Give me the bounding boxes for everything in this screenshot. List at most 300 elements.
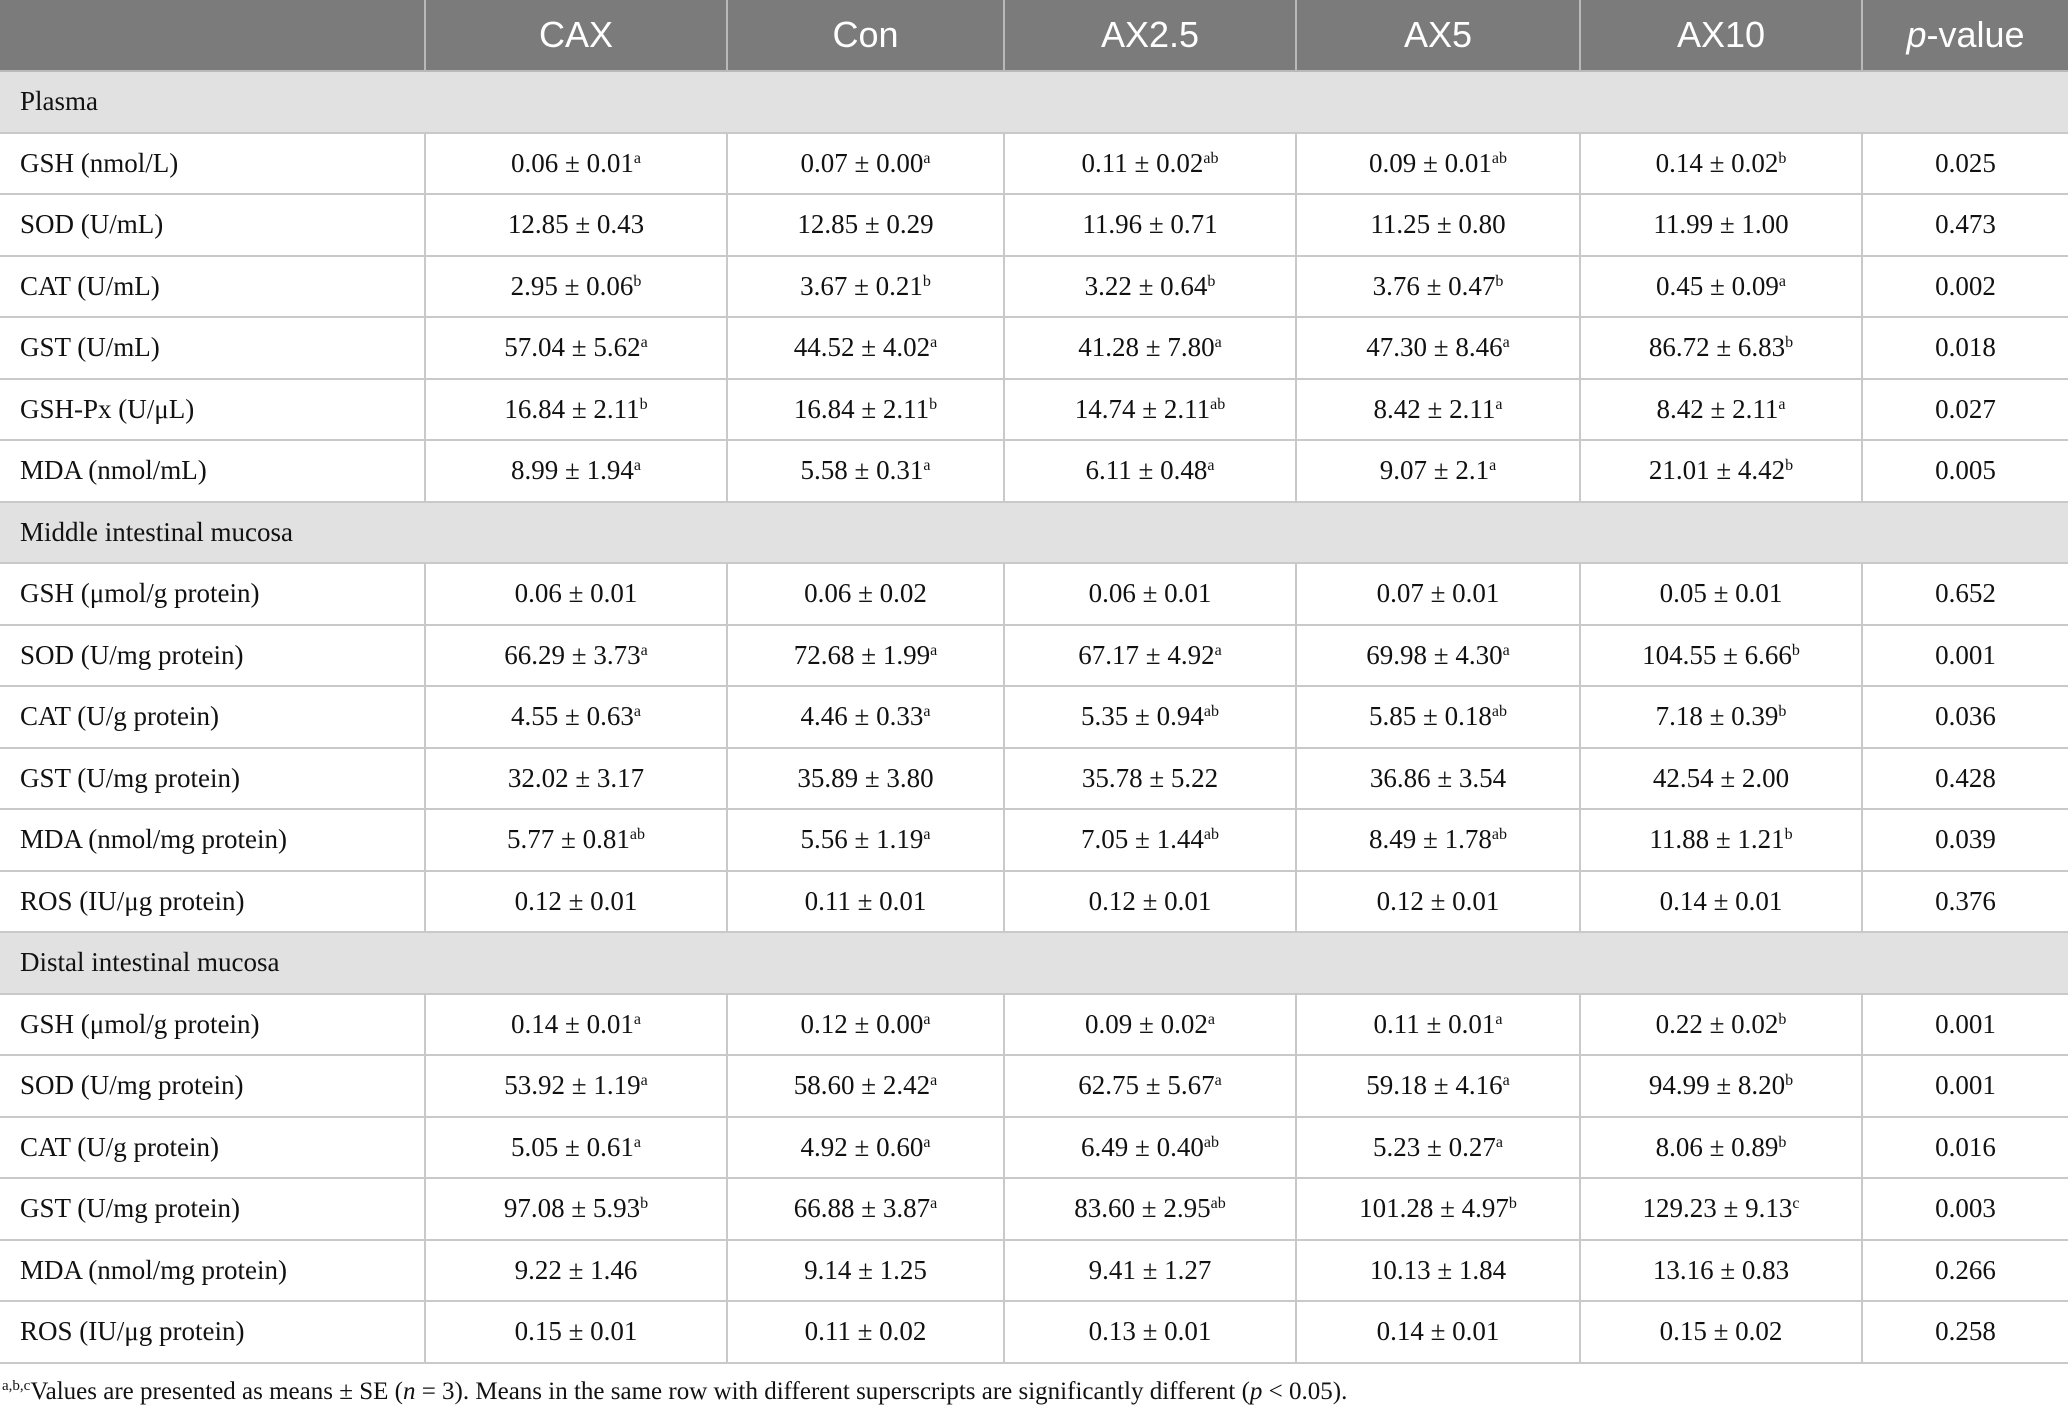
row-label: GST (U/mg protein) — [0, 1178, 425, 1240]
table-cell — [425, 686, 727, 748]
cell-value: 7.05 ± 1.44 — [1081, 824, 1204, 855]
cell-superscript: ab — [1203, 1133, 1219, 1151]
table-cell — [1296, 379, 1580, 441]
table-cell — [1004, 256, 1296, 318]
table-cell — [1296, 1240, 1580, 1302]
cell-value: 94.99 ± 8.20 — [1648, 1070, 1786, 1101]
table-cell — [1004, 1117, 1296, 1179]
p-value-cell: 0.376 — [1862, 871, 2068, 933]
p-value-cell: 0.025 — [1862, 133, 2068, 195]
cell-value: 5.35 ± 0.94 — [1081, 701, 1204, 732]
table-cell — [727, 440, 1004, 502]
table-cell — [1004, 1301, 1296, 1363]
table-cell — [425, 748, 727, 810]
table-cell — [727, 563, 1004, 625]
cell-value: 101.28 ± 4.97 — [1359, 1193, 1509, 1224]
table-row — [0, 871, 2068, 933]
cell-value: 0.09 ± 0.02 — [1085, 1008, 1208, 1039]
cell-superscript: a — [930, 1195, 938, 1213]
table-cell — [727, 256, 1004, 318]
cell-superscript: a — [923, 703, 931, 721]
row-label: ROS (IU/μg protein) — [0, 871, 425, 933]
table-cell — [727, 748, 1004, 810]
section-title: Distal intestinal mucosa — [0, 932, 2068, 994]
cell-value: 5.56 ± 1.19 — [800, 824, 924, 855]
table-cell — [1580, 1178, 1862, 1240]
cell-value: 3.67 ± 0.21 — [800, 270, 923, 301]
cell-superscript: a — [923, 826, 931, 844]
table-cell — [1580, 625, 1862, 687]
cell-superscript: ab — [1210, 395, 1226, 413]
cell-value: 104.55 ± 6.66 — [1642, 639, 1792, 670]
cell-superscript: ab — [1203, 149, 1219, 167]
p-value-cell: 0.003 — [1862, 1178, 2068, 1240]
cell-superscript: a — [1778, 272, 1786, 290]
footnote-n: n — [402, 1378, 416, 1405]
cell-value: 5.85 ± 0.18 — [1369, 701, 1492, 732]
cell-value: 3.76 ± 0.47 — [1372, 270, 1496, 301]
p-value-cell: 0.027 — [1862, 379, 2068, 441]
table-cell — [1296, 1178, 1580, 1240]
cell-value: 35.78 ± 5.22 — [1081, 762, 1219, 793]
cell-superscript: b — [1785, 1072, 1794, 1090]
cell-value: 5.77 ± 0.81 — [507, 824, 630, 855]
cell-value: 6.49 ± 0.40 — [1081, 1131, 1204, 1162]
cell-superscript: b — [929, 395, 938, 413]
table-row — [0, 563, 2068, 625]
cell-value: 41.28 ± 7.80 — [1078, 332, 1215, 363]
cell-superscript: a — [1778, 395, 1786, 413]
cell-superscript: b — [633, 272, 642, 290]
cell-value: 53.92 ± 1.19 — [504, 1070, 641, 1101]
cell-superscript: b — [1778, 1010, 1787, 1028]
cell-value: 0.11 ± 0.01 — [1373, 1008, 1496, 1039]
section-title: Middle intestinal mucosa — [0, 502, 2068, 564]
cell-value: 4.55 ± 0.63 — [511, 701, 634, 732]
p-value-cell: 0.016 — [1862, 1117, 2068, 1179]
table-cell — [727, 809, 1004, 871]
cell-superscript: a — [1207, 457, 1215, 475]
table-cell — [727, 625, 1004, 687]
cell-superscript: c — [1792, 1195, 1800, 1213]
table-cell — [1296, 133, 1580, 195]
cell-superscript: a — [923, 1010, 931, 1028]
cell-value: 21.01 ± 4.42 — [1648, 455, 1786, 486]
table-cell — [1004, 625, 1296, 687]
cell-superscript: a — [640, 641, 648, 659]
cell-value: 8.49 ± 1.78 — [1369, 824, 1492, 855]
table-row — [0, 317, 2068, 379]
cell-superscript: a — [1502, 641, 1510, 659]
table-cell — [1580, 194, 1862, 256]
section-title: Plasma — [0, 71, 2068, 133]
table-cell — [425, 871, 727, 933]
cell-value: 0.06 ± 0.01 — [514, 578, 638, 609]
cell-superscript: a — [1495, 1010, 1503, 1028]
cell-value: 3.22 ± 0.64 — [1084, 270, 1208, 301]
cell-value: 0.06 ± 0.01 — [511, 147, 634, 178]
cell-value: 0.45 ± 0.09 — [1656, 270, 1779, 301]
table-cell — [1296, 871, 1580, 933]
row-label: SOD (U/mg protein) — [0, 625, 425, 687]
table-cell — [1004, 379, 1296, 441]
footnote-text-3: < 0.05). — [1262, 1378, 1348, 1405]
cell-value: 0.12 ± 0.00 — [800, 1008, 924, 1039]
cell-value: 5.58 ± 0.31 — [800, 455, 924, 486]
table-cell — [425, 1117, 727, 1179]
table-cell — [1004, 563, 1296, 625]
row-label: GSH (μmol/g protein) — [0, 563, 425, 625]
cell-value: 83.60 ± 2.95 — [1074, 1193, 1211, 1224]
cell-superscript: ab — [1491, 703, 1507, 721]
table-row — [0, 809, 2068, 871]
cell-superscript: ab — [1491, 826, 1507, 844]
cell-value: 16.84 ± 2.11 — [793, 393, 930, 424]
cell-value: 9.07 ± 2.1 — [1379, 455, 1490, 486]
cell-value: 4.46 ± 0.33 — [800, 701, 924, 732]
table-row — [0, 194, 2068, 256]
table-cell — [1004, 133, 1296, 195]
table-cell — [727, 379, 1004, 441]
table-cell — [1296, 748, 1580, 810]
row-label: CAT (U/g protein) — [0, 686, 425, 748]
p-value-cell: 0.036 — [1862, 686, 2068, 748]
table-cell — [1296, 1055, 1580, 1117]
cell-value: 16.84 ± 2.11 — [504, 393, 640, 424]
p-value-cell: 0.266 — [1862, 1240, 2068, 1302]
table-cell — [1296, 317, 1580, 379]
table-cell — [1004, 994, 1296, 1056]
cell-superscript: a — [1207, 1010, 1215, 1028]
table-cell — [1580, 748, 1862, 810]
cell-value: 69.98 ± 4.30 — [1366, 639, 1503, 670]
cell-superscript: ab — [1491, 149, 1507, 167]
table-cell — [1004, 440, 1296, 502]
p-italic: p — [1906, 14, 1927, 55]
table-cell — [1004, 809, 1296, 871]
table-cell — [727, 1240, 1004, 1302]
cell-value: 11.25 ± 0.80 — [1370, 209, 1506, 240]
cell-value: 0.14 ± 0.01 — [511, 1008, 634, 1039]
cell-value: 72.68 ± 1.99 — [793, 639, 931, 670]
cell-value: 67.17 ± 4.92 — [1078, 639, 1215, 670]
table-cell — [1296, 994, 1580, 1056]
cell-value: 8.99 ± 1.94 — [511, 455, 634, 486]
cell-value: 58.60 ± 2.42 — [793, 1070, 931, 1101]
p-value-cell: 0.258 — [1862, 1301, 2068, 1363]
table-cell — [1296, 1117, 1580, 1179]
table-row — [0, 1055, 2068, 1117]
table-cell — [1580, 1055, 1862, 1117]
cell-superscript: a — [923, 457, 931, 475]
table-cell — [727, 1301, 1004, 1363]
table-cell — [1004, 1055, 1296, 1117]
cell-value: 8.42 ± 2.11 — [1373, 393, 1496, 424]
table-cell — [727, 1055, 1004, 1117]
cell-value: 0.11 ± 0.02 — [804, 1316, 927, 1347]
cell-superscript: b — [639, 395, 648, 413]
table-cell — [1580, 1117, 1862, 1179]
table-cell — [1004, 317, 1296, 379]
table-row — [0, 686, 2068, 748]
cell-superscript: b — [1791, 641, 1800, 659]
header-corner — [0, 0, 425, 71]
cell-value: 5.23 ± 0.27 — [1373, 1131, 1496, 1162]
cell-value: 36.86 ± 3.54 — [1369, 762, 1507, 793]
table-row — [0, 440, 2068, 502]
header-cax: CAX — [425, 0, 727, 71]
table-row — [0, 1117, 2068, 1179]
table-cell — [1004, 748, 1296, 810]
table-cell — [425, 194, 727, 256]
cell-superscript: b — [922, 272, 931, 290]
table-row — [0, 625, 2068, 687]
row-label: GST (U/mg protein) — [0, 748, 425, 810]
cell-value: 66.29 ± 3.73 — [504, 639, 641, 670]
cell-value: 9.14 ± 1.25 — [804, 1254, 927, 1285]
table-cell — [425, 994, 727, 1056]
cell-superscript: b — [1778, 1133, 1787, 1151]
header-ax10: AX10 — [1580, 0, 1862, 71]
header-ax2-5: AX2.5 — [1004, 0, 1296, 71]
cell-value: 0.05 ± 0.01 — [1659, 578, 1783, 609]
cell-value: 0.14 ± 0.02 — [1655, 147, 1779, 178]
table-body — [0, 71, 2068, 1363]
cell-value: 6.11 ± 0.48 — [1085, 455, 1208, 486]
cell-value: 7.18 ± 0.39 — [1655, 701, 1779, 732]
table-cell — [1580, 686, 1862, 748]
p-value-cell: 0.039 — [1862, 809, 2068, 871]
cell-value: 44.52 ± 4.02 — [793, 332, 931, 363]
cell-superscript: a — [1502, 334, 1510, 352]
table-row — [0, 1178, 2068, 1240]
table-cell — [727, 994, 1004, 1056]
table-row — [0, 994, 2068, 1056]
table-cell — [425, 440, 727, 502]
cell-superscript: ab — [1210, 1195, 1226, 1213]
footnote-p: p — [1249, 1378, 1263, 1405]
cell-value: 11.88 ± 1.21 — [1649, 824, 1785, 855]
cell-value: 12.85 ± 0.43 — [507, 209, 645, 240]
cell-superscript: b — [1207, 272, 1216, 290]
cell-superscript: a — [923, 1133, 931, 1151]
cell-superscript: a — [640, 334, 648, 352]
cell-value: 0.12 ± 0.01 — [1376, 885, 1500, 916]
table-footnote — [2, 1378, 1347, 1406]
table-cell — [425, 1240, 727, 1302]
table-row — [0, 748, 2068, 810]
cell-value: 97.08 ± 5.93 — [503, 1193, 641, 1224]
cell-superscript: b — [1784, 826, 1793, 844]
table-cell — [1580, 1301, 1862, 1363]
row-label: GSH (μmol/g protein) — [0, 994, 425, 1056]
cell-value: 0.12 ± 0.01 — [1088, 885, 1212, 916]
cell-value: 4.92 ± 0.60 — [800, 1131, 924, 1162]
cell-value: 129.23 ± 9.13 — [1642, 1193, 1793, 1224]
cell-value: 11.96 ± 0.71 — [1082, 209, 1218, 240]
cell-value: 2.95 ± 0.06 — [510, 270, 634, 301]
cell-value: 0.06 ± 0.01 — [1088, 578, 1212, 609]
table-cell — [1004, 194, 1296, 256]
cell-value: 8.42 ± 2.11 — [1656, 393, 1779, 424]
table-cell — [1296, 563, 1580, 625]
section-row — [0, 502, 2068, 564]
cell-value: 62.75 ± 5.67 — [1078, 1070, 1215, 1101]
cell-superscript: ab — [1203, 826, 1219, 844]
cell-superscript: a — [633, 149, 641, 167]
cell-superscript: a — [1214, 334, 1222, 352]
cell-superscript: b — [1778, 703, 1787, 721]
table-cell — [1004, 871, 1296, 933]
table-row — [0, 1301, 2068, 1363]
cell-superscript: a — [930, 641, 938, 659]
p-value-cell: 0.473 — [1862, 194, 2068, 256]
cell-value: 0.07 ± 0.01 — [1376, 578, 1500, 609]
cell-value: 0.14 ± 0.01 — [1376, 1316, 1500, 1347]
row-label: GSH (nmol/L) — [0, 133, 425, 195]
table-cell — [1296, 194, 1580, 256]
table-cell — [1580, 133, 1862, 195]
cell-superscript: a — [640, 1072, 648, 1090]
cell-superscript: b — [640, 1195, 649, 1213]
cell-value: 0.15 ± 0.01 — [514, 1316, 638, 1347]
cell-value: 0.09 ± 0.01 — [1369, 147, 1492, 178]
table-cell — [425, 1301, 727, 1363]
table-cell — [1580, 440, 1862, 502]
row-label: CAT (U/mL) — [0, 256, 425, 318]
row-label: MDA (nmol/mg protein) — [0, 1240, 425, 1302]
p-value-suffix: -value — [1926, 14, 2025, 55]
section-row — [0, 932, 2068, 994]
cell-superscript: a — [1495, 1133, 1503, 1151]
row-label: GST (U/mL) — [0, 317, 425, 379]
cell-superscript: ab — [629, 826, 645, 844]
table-row — [0, 256, 2068, 318]
cell-superscript: a — [633, 1133, 641, 1151]
table-cell — [1004, 686, 1296, 748]
row-label: CAT (U/g protein) — [0, 1117, 425, 1179]
cell-superscript: a — [1495, 395, 1503, 413]
cell-superscript: a — [633, 1010, 641, 1028]
cell-value: 0.11 ± 0.02 — [1081, 147, 1204, 178]
table-cell — [727, 871, 1004, 933]
cell-superscript: a — [633, 703, 641, 721]
row-label: SOD (U/mL) — [0, 194, 425, 256]
cell-value: 0.15 ± 0.02 — [1659, 1316, 1783, 1347]
cell-value: 0.14 ± 0.01 — [1659, 885, 1783, 916]
table-cell — [425, 379, 727, 441]
cell-value: 8.06 ± 0.89 — [1655, 1131, 1779, 1162]
table-cell — [1580, 1240, 1862, 1302]
p-value-cell: 0.002 — [1862, 256, 2068, 318]
table-cell — [425, 563, 727, 625]
table-cell — [425, 256, 727, 318]
cell-value: 0.12 ± 0.01 — [514, 885, 638, 916]
cell-value: 57.04 ± 5.62 — [504, 332, 641, 363]
row-label: GSH-Px (U/μL) — [0, 379, 425, 441]
table-cell — [1296, 625, 1580, 687]
table-cell — [1580, 994, 1862, 1056]
cell-superscript: a — [1489, 457, 1497, 475]
row-label: ROS (IU/μg protein) — [0, 1301, 425, 1363]
cell-value: 35.89 ± 3.80 — [797, 762, 934, 793]
cell-superscript: b — [1778, 149, 1787, 167]
footnote-text-2: = 3). Means in the same row with different superscripts are significantly different ( — [415, 1378, 1250, 1405]
table-cell — [425, 625, 727, 687]
table-cell — [425, 317, 727, 379]
table-cell — [727, 686, 1004, 748]
cell-superscript: a — [930, 334, 938, 352]
cell-value: 66.88 ± 3.87 — [793, 1193, 931, 1224]
footnote-superscripts: a,b,c — [2, 1378, 31, 1394]
cell-value: 32.02 ± 3.17 — [507, 762, 645, 793]
p-value-cell: 0.428 — [1862, 748, 2068, 810]
cell-value: 59.18 ± 4.16 — [1366, 1070, 1503, 1101]
row-label: MDA (nmol/mg protein) — [0, 809, 425, 871]
cell-value: 12.85 ± 0.29 — [797, 209, 934, 240]
cell-value: 42.54 ± 2.00 — [1652, 762, 1790, 793]
cell-superscript: ab — [1203, 703, 1219, 721]
cell-superscript: b — [1785, 457, 1794, 475]
cell-superscript: b — [1495, 272, 1504, 290]
p-value-cell: 0.001 — [1862, 994, 2068, 1056]
cell-value: 9.22 ± 1.46 — [514, 1254, 638, 1285]
table-cell — [1296, 686, 1580, 748]
cell-superscript: b — [1785, 334, 1794, 352]
table-row — [0, 133, 2068, 195]
p-value-cell: 0.001 — [1862, 625, 2068, 687]
footnote-text-1: Values are presented as means ± SE ( — [30, 1378, 403, 1405]
cell-value: 11.99 ± 1.00 — [1653, 209, 1789, 240]
cell-value: 10.13 ± 1.84 — [1369, 1254, 1507, 1285]
header-p-value — [1862, 0, 2068, 71]
cell-value: 5.05 ± 0.61 — [511, 1131, 634, 1162]
header-ax5: AX5 — [1296, 0, 1580, 71]
p-value-cell: 0.001 — [1862, 1055, 2068, 1117]
table-cell — [1580, 256, 1862, 318]
table-cell — [1580, 317, 1862, 379]
cell-value: 0.22 ± 0.02 — [1655, 1008, 1779, 1039]
row-label: MDA (nmol/mL) — [0, 440, 425, 502]
table-cell — [1296, 256, 1580, 318]
cell-value: 0.06 ± 0.02 — [804, 578, 927, 609]
cell-value: 9.41 ± 1.27 — [1088, 1254, 1212, 1285]
table-cell — [1004, 1240, 1296, 1302]
cell-value: 0.13 ± 0.01 — [1088, 1316, 1212, 1347]
cell-superscript: a — [930, 1072, 938, 1090]
cell-value: 0.07 ± 0.00 — [800, 147, 924, 178]
cell-superscript: b — [1508, 1195, 1517, 1213]
table-cell — [425, 809, 727, 871]
header-row — [0, 0, 2068, 71]
cell-superscript: a — [1502, 1072, 1510, 1090]
table-cell — [1580, 563, 1862, 625]
table-cell — [1580, 871, 1862, 933]
p-value-cell: 0.005 — [1862, 440, 2068, 502]
cell-superscript: a — [1214, 1072, 1222, 1090]
table-cell — [1296, 809, 1580, 871]
table-cell — [727, 1117, 1004, 1179]
cell-value: 13.16 ± 0.83 — [1652, 1254, 1790, 1285]
cell-value: 47.30 ± 8.46 — [1366, 332, 1503, 363]
table-cell — [1580, 379, 1862, 441]
table-cell — [727, 194, 1004, 256]
table-cell — [425, 1055, 727, 1117]
table-cell — [727, 133, 1004, 195]
p-value-cell: 0.018 — [1862, 317, 2068, 379]
cell-value: 86.72 ± 6.83 — [1648, 332, 1786, 363]
cell-superscript: a — [1214, 641, 1222, 659]
